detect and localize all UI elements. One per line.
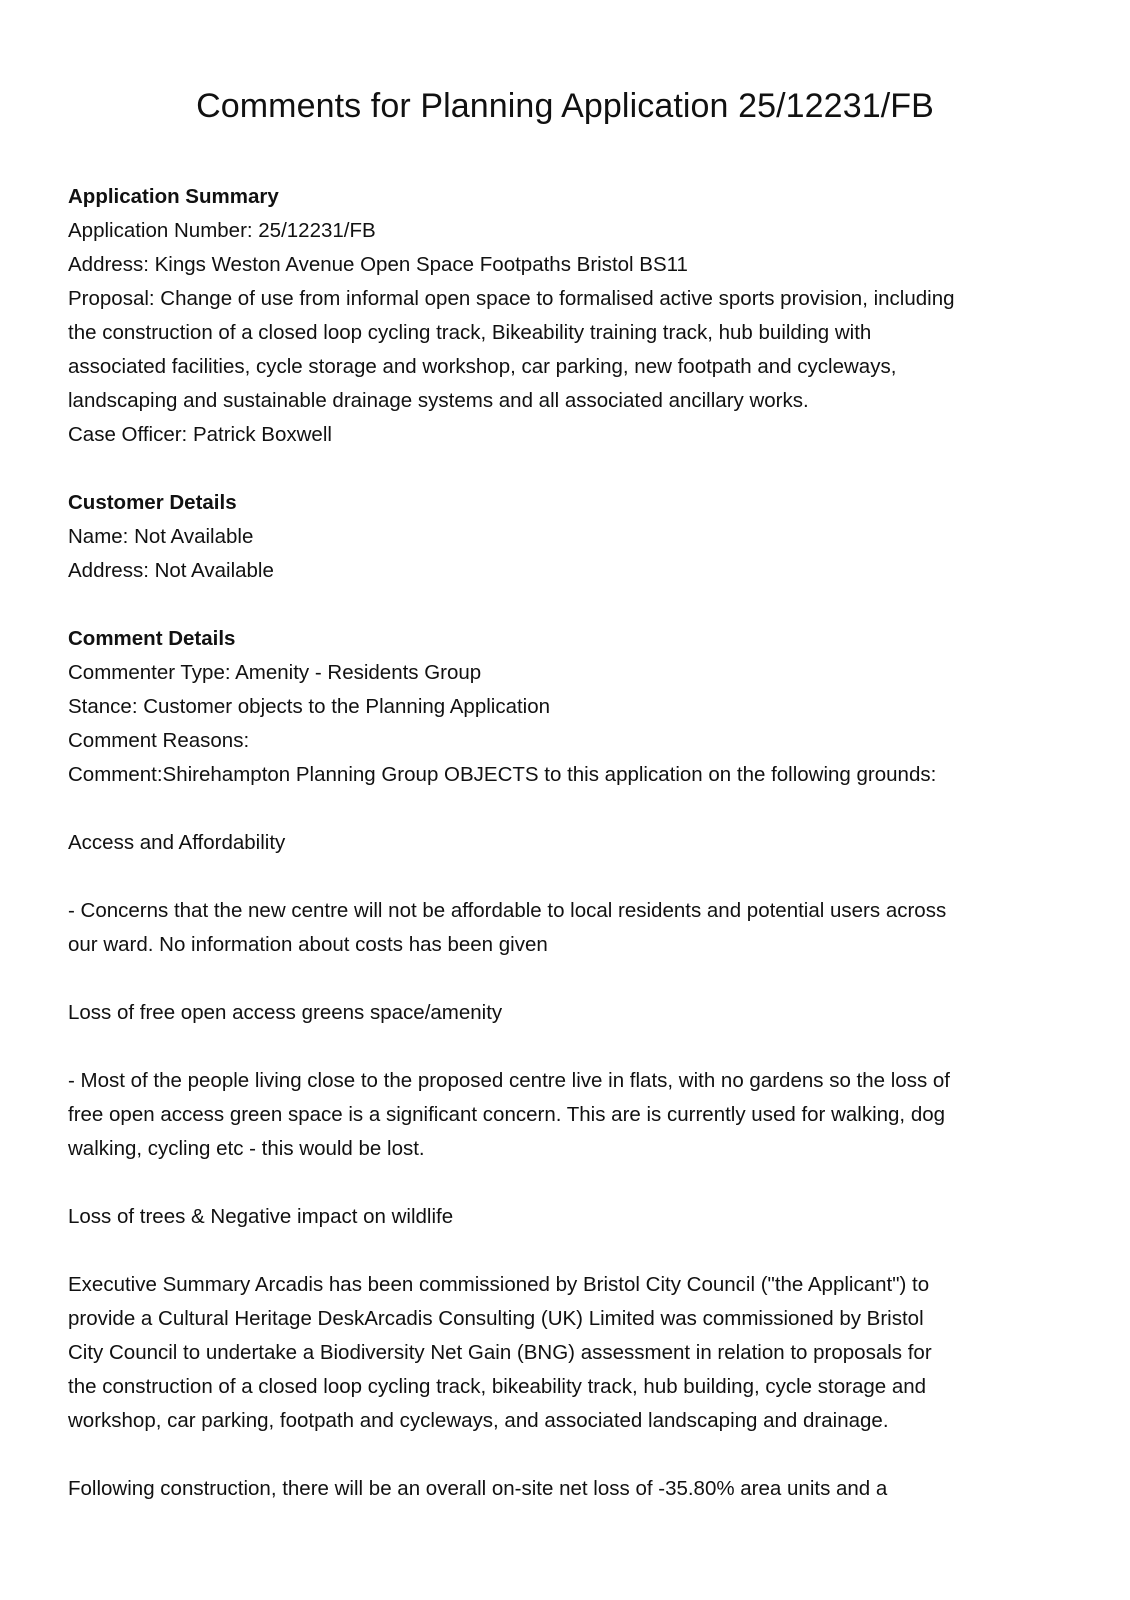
application-number: Application Number: 25/12231/FB [68, 219, 376, 242]
comment-line: Following construction, there will be an overall on-site net loss of -35.80% area units and a [68, 1477, 888, 1500]
comment-line: workshop, car parking, footpath and cycleways, and associated landscaping and drainage. [68, 1409, 889, 1432]
spacer [68, 1030, 1078, 1064]
spacer [68, 1166, 1078, 1200]
application-summary-heading: Application Summary [68, 185, 279, 208]
proposal-line: the construction of a closed loop cycling track, Bikeability training track, hub building with [68, 321, 872, 344]
spacer [68, 860, 1078, 894]
spacer [68, 962, 1078, 996]
spacer [68, 452, 1078, 486]
proposal-line: landscaping and sustainable drainage systems and all associated ancillary works. [68, 389, 809, 412]
spacer [68, 1438, 1078, 1472]
comment-line: - Concerns that the new centre will not be affordable to local residents and potential users across [68, 899, 947, 922]
comment-line: the construction of a closed loop cycling track, bikeability track, hub building, cycle storage and [68, 1375, 927, 1398]
customer-address: Address: Not Available [68, 559, 274, 582]
customer-name: Name: Not Available [68, 525, 254, 548]
comment-line: Executive Summary Arcadis has been commissioned by Bristol City Council ("the Applicant") to [68, 1273, 930, 1296]
comment-line: provide a Cultural Heritage DeskArcadis Consulting (UK) Limited was commissioned by Bristol [68, 1307, 924, 1330]
section-heading-open-space: Loss of free open access greens space/amenity [68, 1001, 503, 1024]
comment-intro: Comment:Shirehampton Planning Group OBJECTS to this application on the following grounds: [68, 763, 937, 786]
spacer [68, 792, 1078, 826]
comment-line: free open access green space is a significant concern. This are is currently used for walking, dog [68, 1103, 946, 1126]
customer-details-heading: Customer Details [68, 491, 237, 514]
proposal-line: associated facilities, cycle storage and workshop, car parking, new footpath and cycleways, [68, 355, 897, 378]
section-heading-trees-wildlife: Loss of trees & Negative impact on wildlife [68, 1205, 454, 1228]
comment-details-heading: Comment Details [68, 627, 236, 650]
document-body [68, 180, 1078, 1506]
comment-line: - Most of the people living close to the proposed centre live in flats, with no gardens so the loss of [68, 1069, 950, 1092]
spacer [68, 588, 1078, 622]
comment-line: walking, cycling etc - this would be lost. [68, 1137, 425, 1160]
comment-line: our ward. No information about costs has been given [68, 933, 548, 956]
case-officer: Case Officer: Patrick Boxwell [68, 423, 332, 446]
page-title: Comments for Planning Application 25/12231/FB [196, 87, 934, 125]
proposal-line: Proposal: Change of use from informal open space to formalised active sports provision, including [68, 287, 955, 310]
commenter-type: Commenter Type: Amenity - Residents Group [68, 661, 482, 684]
comment-line: City Council to undertake a Biodiversity Net Gain (BNG) assessment in relation to proposals for [68, 1341, 932, 1364]
stance: Stance: Customer objects to the Planning Application [68, 695, 551, 718]
spacer [68, 1234, 1078, 1268]
comment-reasons: Comment Reasons: [68, 729, 250, 752]
application-address: Address: Kings Weston Avenue Open Space Footpaths Bristol BS11 [68, 253, 688, 276]
section-heading-access: Access and Affordability [68, 831, 286, 854]
